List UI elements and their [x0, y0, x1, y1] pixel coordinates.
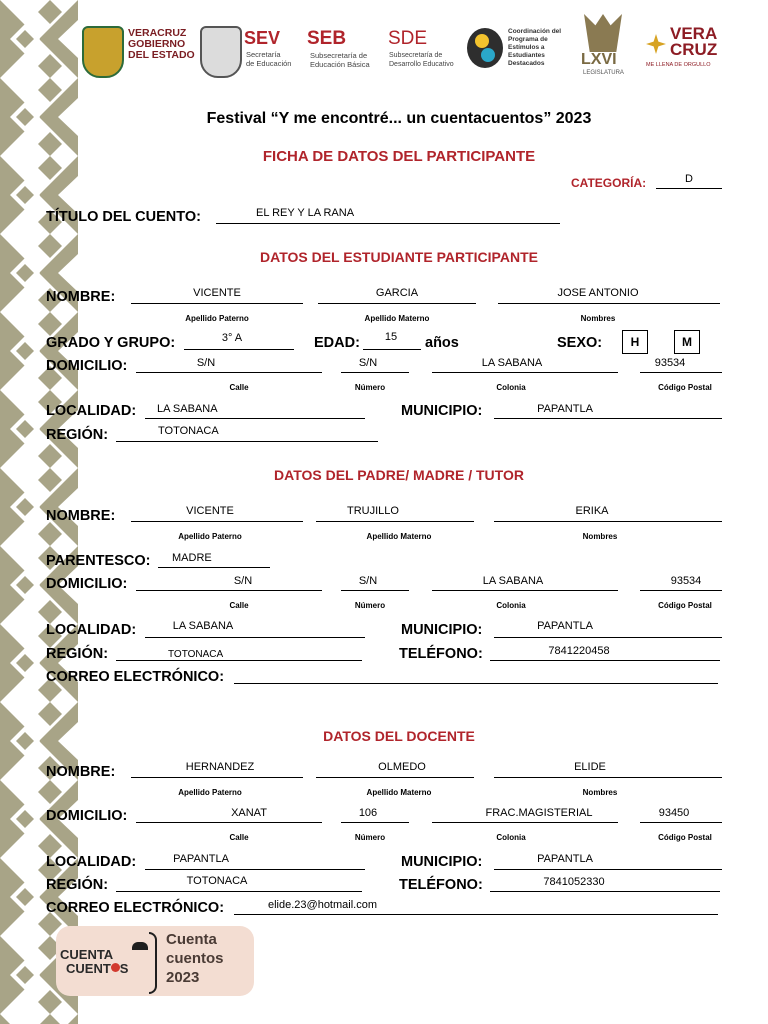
student-colonia-value: LA SABANA: [481, 357, 543, 369]
student-municipio-value: PAPANTLA: [537, 403, 593, 415]
student-numero-caption: Número: [354, 383, 386, 392]
parent-municipio-label: MUNICIPIO:: [401, 622, 483, 638]
festival-title: Festival “Y me encontré... un cuentacuentos” 2023: [206, 110, 592, 127]
student-colonia-caption: Colonia: [496, 383, 526, 392]
parent-calle-field[interactable]: [136, 590, 322, 591]
titulo-value: EL REY Y LA RANA: [256, 207, 355, 219]
veracruz-shield-icon: [82, 26, 124, 78]
logo-cruz: CRUZ: [670, 40, 718, 59]
parent-cp-value: 93534: [670, 575, 702, 587]
teacher-calle-caption: Calle: [229, 833, 249, 842]
teacher-ap-paterno-caption: Apellido Paterno: [178, 788, 242, 797]
logo-seb: SEB: [307, 28, 347, 49]
parent-colonia-field[interactable]: [432, 590, 618, 591]
teacher-cp-field[interactable]: [640, 822, 722, 823]
teacher-ap-materno-value: OLMEDO: [378, 761, 426, 773]
edad-field[interactable]: [363, 349, 421, 350]
veracruz-star-icon: [646, 34, 666, 54]
student-cp-caption: Código Postal: [658, 383, 712, 392]
student-cp-field[interactable]: [640, 372, 722, 373]
parent-ap-materno-caption: Apellido Materno: [366, 532, 432, 541]
parent-region-label: REGIÓN:: [46, 646, 109, 662]
logo-sde: SDE: [388, 28, 428, 49]
student-nombre-label: NOMBRE:: [46, 289, 116, 305]
parent-ap-paterno-value: VICENTE: [186, 505, 234, 517]
sexo-m-checkbox[interactable]: M: [674, 330, 700, 354]
teacher-region-label: REGIÓN:: [46, 877, 109, 893]
sev-shield-icon: [200, 26, 242, 78]
student-region-field[interactable]: [116, 441, 378, 442]
student-calle-value: S/N: [196, 357, 216, 369]
teacher-municipio-value: PAPANTLA: [537, 853, 593, 865]
student-ap-materno-caption: Apellido Materno: [364, 314, 430, 323]
teacher-municipio-label: MUNICIPIO:: [401, 854, 483, 870]
student-region-label: REGIÓN:: [46, 427, 109, 443]
teacher-colonia-field[interactable]: [432, 822, 618, 823]
student-nombres-field[interactable]: [498, 303, 720, 304]
teacher-region-value: TOTONACA: [186, 875, 248, 887]
lxvi-emblem-icon: [584, 14, 622, 52]
parent-numero-field[interactable]: [341, 590, 409, 591]
parent-colonia-value: LA SABANA: [482, 575, 544, 587]
teacher-telefono-value: 7841052330: [543, 876, 605, 888]
teacher-numero-field[interactable]: [341, 822, 409, 823]
logo-cuentos-word: [66, 962, 128, 976]
teacher-correo-label: CORREO ELECTRÓNICO:: [46, 900, 225, 916]
parent-nombres-value: ERIKA: [575, 505, 609, 517]
categoria-value: D: [685, 173, 693, 185]
bracket-icon: [149, 932, 157, 994]
logo-sev: SEV: [244, 28, 281, 48]
logo-vera: VERA: [670, 24, 718, 43]
parent-localidad-value: LA SABANA: [172, 620, 234, 632]
teacher-nombres-caption: Nombres: [582, 788, 618, 797]
parentesco-label: PARENTESCO:: [46, 553, 151, 569]
student-numero-value: S/N: [358, 357, 378, 369]
logo-sde-text: Subsecretaría de Desarrollo Educativo: [389, 52, 454, 68]
logo-lxvi: LXVI: [581, 51, 617, 68]
student-municipio-field[interactable]: [494, 418, 722, 419]
parent-numero-value: S/N: [358, 575, 378, 587]
parent-ap-materno-field[interactable]: [316, 521, 474, 522]
logo-cuentos-s: S: [119, 961, 129, 976]
sexo-h-checkbox[interactable]: H: [622, 330, 648, 354]
coord-logo-icon: [467, 28, 503, 68]
teacher-telefono-field[interactable]: [490, 891, 720, 892]
student-cp-value: 93534: [654, 357, 686, 369]
parent-nombre-label: NOMBRE:: [46, 508, 116, 524]
logo-sev-text: Secretaría de Educación: [246, 50, 292, 68]
parentesco-field[interactable]: [158, 567, 270, 568]
edad-label: EDAD:: [314, 335, 360, 351]
student-numero-field[interactable]: [341, 372, 409, 373]
parent-cp-field[interactable]: [640, 590, 722, 591]
parentesco-value: MADRE: [172, 552, 212, 564]
parent-nombres-caption: Nombres: [582, 532, 618, 541]
student-nombres-value: JOSE ANTONIO: [557, 287, 639, 299]
parent-municipio-value: PAPANTLA: [537, 620, 593, 632]
parent-section-title: DATOS DEL PADRE/ MADRE / TUTOR: [274, 467, 524, 483]
parent-domicilio-label: DOMICILIO:: [46, 576, 128, 592]
parent-ap-paterno-field[interactable]: [131, 521, 303, 522]
teacher-numero-caption: Número: [354, 833, 386, 842]
logo-vera-tag: ME LLENA DE ORGULLO: [646, 62, 711, 68]
teacher-ap-materno-field[interactable]: [316, 777, 474, 778]
logo-cuenta-word: CUENTA: [60, 947, 114, 962]
student-colonia-field[interactable]: [432, 372, 618, 373]
teacher-numero-value: 106: [358, 807, 378, 819]
student-localidad-value: LA SABANA: [157, 403, 218, 415]
logo-veracruz-gobierno: VERACRUZ GOBIERNO DEL ESTADO: [128, 27, 195, 61]
categoria-field[interactable]: [656, 188, 722, 189]
teacher-section-title: DATOS DEL DOCENTE: [323, 728, 475, 744]
student-calle-caption: Calle: [229, 383, 249, 392]
logo-line-3: 2023: [166, 969, 200, 986]
logo-seb-text: Subsecretaría de Educación Básica: [310, 51, 370, 69]
teacher-nombre-label: NOMBRE:: [46, 764, 116, 780]
teacher-localidad-value: PAPANTLA: [173, 853, 229, 865]
student-ap-paterno-caption: Apellido Paterno: [185, 314, 249, 323]
student-ap-paterno-value: VICENTE: [193, 287, 241, 299]
teacher-region-field[interactable]: [116, 891, 362, 892]
teacher-domicilio-label: DOMICILIO:: [46, 808, 128, 824]
teacher-localidad-field[interactable]: [145, 869, 365, 870]
parent-region-field[interactable]: [116, 660, 362, 661]
parent-ap-paterno-caption: Apellido Paterno: [178, 532, 242, 541]
parent-telefono-field[interactable]: [490, 660, 720, 661]
teacher-cp-caption: Código Postal: [658, 833, 712, 842]
red-dot-icon: [111, 963, 120, 972]
logo-line-1: Cuenta: [166, 931, 217, 948]
hat-icon: [132, 942, 148, 950]
parent-nombres-field[interactable]: [494, 521, 722, 522]
student-ap-paterno-field[interactable]: [131, 303, 303, 304]
parent-telefono-label: TELÉFONO:: [399, 646, 483, 662]
edad-value: 15: [384, 331, 398, 343]
teacher-correo-value: elide.23@hotmail.com: [268, 899, 377, 911]
sexo-label: SEXO:: [557, 335, 603, 351]
logo-cuenta-cuentos-2023: [166, 930, 224, 987]
grado-field[interactable]: [184, 349, 294, 350]
categoria-label: CATEGORÍA:: [571, 176, 647, 190]
teacher-municipio-field[interactable]: [494, 869, 722, 870]
student-localidad-field[interactable]: [145, 418, 365, 419]
teacher-ap-paterno-value: HERNANDEZ: [185, 761, 255, 773]
logo-lxvi-sub: LEGISLATURA: [583, 70, 624, 76]
parent-correo-field[interactable]: [234, 683, 718, 684]
parent-colonia-caption: Colonia: [496, 601, 526, 610]
parent-cp-caption: Código Postal: [658, 601, 712, 610]
teacher-nombres-field[interactable]: [494, 777, 722, 778]
parent-calle-value: S/N: [233, 575, 253, 587]
teacher-localidad-label: LOCALIDAD:: [46, 854, 137, 870]
parent-ap-materno-value: TRUJILLO: [347, 505, 399, 517]
teacher-colonia-caption: Colonia: [496, 833, 526, 842]
teacher-telefono-label: TELÉFONO:: [399, 877, 483, 893]
student-domicilio-label: DOMICILIO:: [46, 358, 128, 374]
parent-numero-caption: Número: [354, 601, 386, 610]
student-ap-materno-value: GARCIA: [375, 287, 419, 299]
parent-localidad-field[interactable]: [145, 637, 365, 638]
ficha-title: FICHA DE DATOS DEL PARTICIPANTE: [262, 148, 536, 165]
titulo-label: TÍTULO DEL CUENTO:: [46, 209, 201, 225]
student-ap-materno-field[interactable]: [318, 303, 476, 304]
teacher-colonia-value: FRAC.MAGISTERIAL: [485, 807, 593, 819]
teacher-cp-value: 93450: [658, 807, 690, 819]
teacher-ap-paterno-field[interactable]: [131, 777, 303, 778]
student-localidad-label: LOCALIDAD:: [46, 403, 137, 419]
teacher-ap-materno-caption: Apellido Materno: [366, 788, 432, 797]
parent-region-value: TOTONACA: [168, 649, 224, 660]
teacher-calle-field[interactable]: [136, 822, 322, 823]
teacher-nombres-value: ELIDE: [574, 761, 606, 773]
grado-label: GRADO Y GRUPO:: [46, 335, 176, 351]
parent-localidad-label: LOCALIDAD:: [46, 622, 137, 638]
titulo-field[interactable]: [216, 223, 560, 224]
grado-value: 3° A: [221, 332, 243, 344]
student-section-title: DATOS DEL ESTUDIANTE PARTICIPANTE: [260, 249, 538, 265]
logo-cuentos-text: CUENT: [66, 961, 111, 976]
logo-line-2: cuentos: [166, 950, 224, 967]
cuentacuentos-logo: [56, 926, 254, 996]
student-region-value: TOTONACA: [158, 425, 219, 437]
logo-coordinacion: Coordinación del Programa de Estímulos a Estudiantes Destacados: [508, 28, 562, 67]
parent-calle-caption: Calle: [229, 601, 249, 610]
teacher-correo-field[interactable]: [234, 914, 718, 915]
teacher-calle-value: XANAT: [231, 807, 267, 819]
student-municipio-label: MUNICIPIO:: [401, 403, 483, 419]
parent-correo-label: CORREO ELECTRÓNICO:: [46, 669, 225, 685]
student-calle-field[interactable]: [136, 372, 322, 373]
parent-telefono-value: 7841220458: [548, 645, 610, 657]
anos-label: años: [425, 335, 459, 351]
parent-municipio-field[interactable]: [494, 637, 722, 638]
student-nombres-caption: Nombres: [580, 314, 616, 323]
logos-row: [80, 16, 728, 82]
